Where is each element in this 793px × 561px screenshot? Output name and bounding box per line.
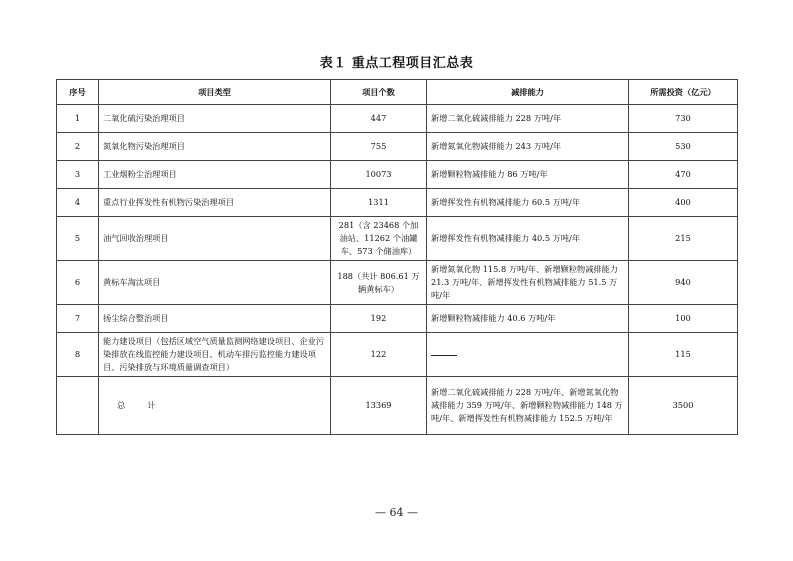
row-count: 188（共计 806.61 万辆黄标车） (331, 261, 427, 305)
row-capacity: 新增挥发性有机物减排能力 60.5 万吨/年 (427, 189, 629, 217)
row-no: 2 (57, 133, 99, 161)
row-no: 6 (57, 261, 99, 305)
row-type: 能力建设项目（包括区域空气质量监测网络建设项目、企业污染排放在线监控能力建设项目、机动车排污监控能力建设项目、污染排放与环境质量调查项目） (99, 333, 331, 377)
table-total-row (57, 377, 738, 435)
row-investment: 100 (629, 305, 738, 333)
row-capacity: 新增氮氧化物 115.8 万吨/年、新增颗粒物减排能力 21.3 万吨/年、新增挥发性有机物减排能力 51.5 万吨/年 (427, 261, 629, 305)
table-row (57, 105, 738, 133)
page-title: 表１ 重点工程项目汇总表 (319, 56, 474, 71)
header-capacity: 减排能力 (427, 80, 629, 105)
row-count: 447 (331, 105, 427, 133)
total-label (99, 377, 331, 435)
row-count: 192 (331, 305, 427, 333)
row-no: 3 (57, 161, 99, 189)
row-capacity: 新增二氧化硫减排能力 228 万吨/年 (427, 105, 629, 133)
row-count: 10073 (331, 161, 427, 189)
total-no (57, 377, 99, 435)
row-capacity (427, 333, 629, 377)
row-count: 122 (331, 333, 427, 377)
row-no: 1 (57, 105, 99, 133)
row-capacity: 新增颗粒物减排能力 86 万吨/年 (427, 161, 629, 189)
row-count: 1311 (331, 189, 427, 217)
row-investment: 400 (629, 189, 738, 217)
header-count: 项目个数 (331, 80, 427, 105)
row-no: 4 (57, 189, 99, 217)
row-investment: 115 (629, 333, 738, 377)
total-investment: 3500 (629, 377, 738, 435)
header-investment: 所需投资（亿元） (629, 80, 738, 105)
header-type: 项目类型 (99, 80, 331, 105)
row-capacity: 新增颗粒物减排能力 40.6 万吨/年 (427, 305, 629, 333)
row-type: 氮氧化物污染治理项目 (99, 133, 331, 161)
table-row (57, 189, 738, 217)
table-header-row (57, 80, 738, 105)
em-dash-placeholder (431, 355, 457, 356)
row-investment: 940 (629, 261, 738, 305)
row-investment: 530 (629, 133, 738, 161)
table-row (57, 161, 738, 189)
table-row (57, 133, 738, 161)
row-type: 扬尘综合整治项目 (99, 305, 331, 333)
row-investment: 730 (629, 105, 738, 133)
page-number: — 64 — (375, 506, 418, 519)
row-no: 5 (57, 217, 99, 261)
row-no: 7 (57, 305, 99, 333)
total-capacity: 新增二氧化硫减排能力 228 万吨/年、新增氮氧化物减排能力 359 万吨/年、新增颗粒物减排能力 148 万吨/年、新增挥发性有机物减排能力 152.5 万吨/年 (427, 377, 629, 435)
table-row (57, 333, 738, 377)
summary-table (56, 79, 738, 435)
row-investment: 470 (629, 161, 738, 189)
total-label-char: 总 (117, 400, 126, 410)
row-type: 重点行业挥发性有机物污染治理项目 (99, 189, 331, 217)
row-capacity: 新增氮氧化物减排能力 243 万吨/年 (427, 133, 629, 161)
row-capacity: 新增挥发性有机物减排能力 40.5 万吨/年 (427, 217, 629, 261)
header-no: 序号 (57, 80, 99, 105)
row-type: 二氧化硫污染治理项目 (99, 105, 331, 133)
total-label-char: 计 (147, 400, 156, 410)
table-row (57, 217, 738, 261)
table-row (57, 261, 738, 305)
row-count: 755 (331, 133, 427, 161)
table-row (57, 305, 738, 333)
row-type: 工业烟粉尘治理项目 (99, 161, 331, 189)
row-no: 8 (57, 333, 99, 377)
row-count: 281（含 23468 个加油站、11262 个油罐车、573 个储油库） (331, 217, 427, 261)
row-type: 油气回收治理项目 (99, 217, 331, 261)
row-type: 黄标车淘汰项目 (99, 261, 331, 305)
total-count: 13369 (331, 377, 427, 435)
row-investment: 215 (629, 217, 738, 261)
